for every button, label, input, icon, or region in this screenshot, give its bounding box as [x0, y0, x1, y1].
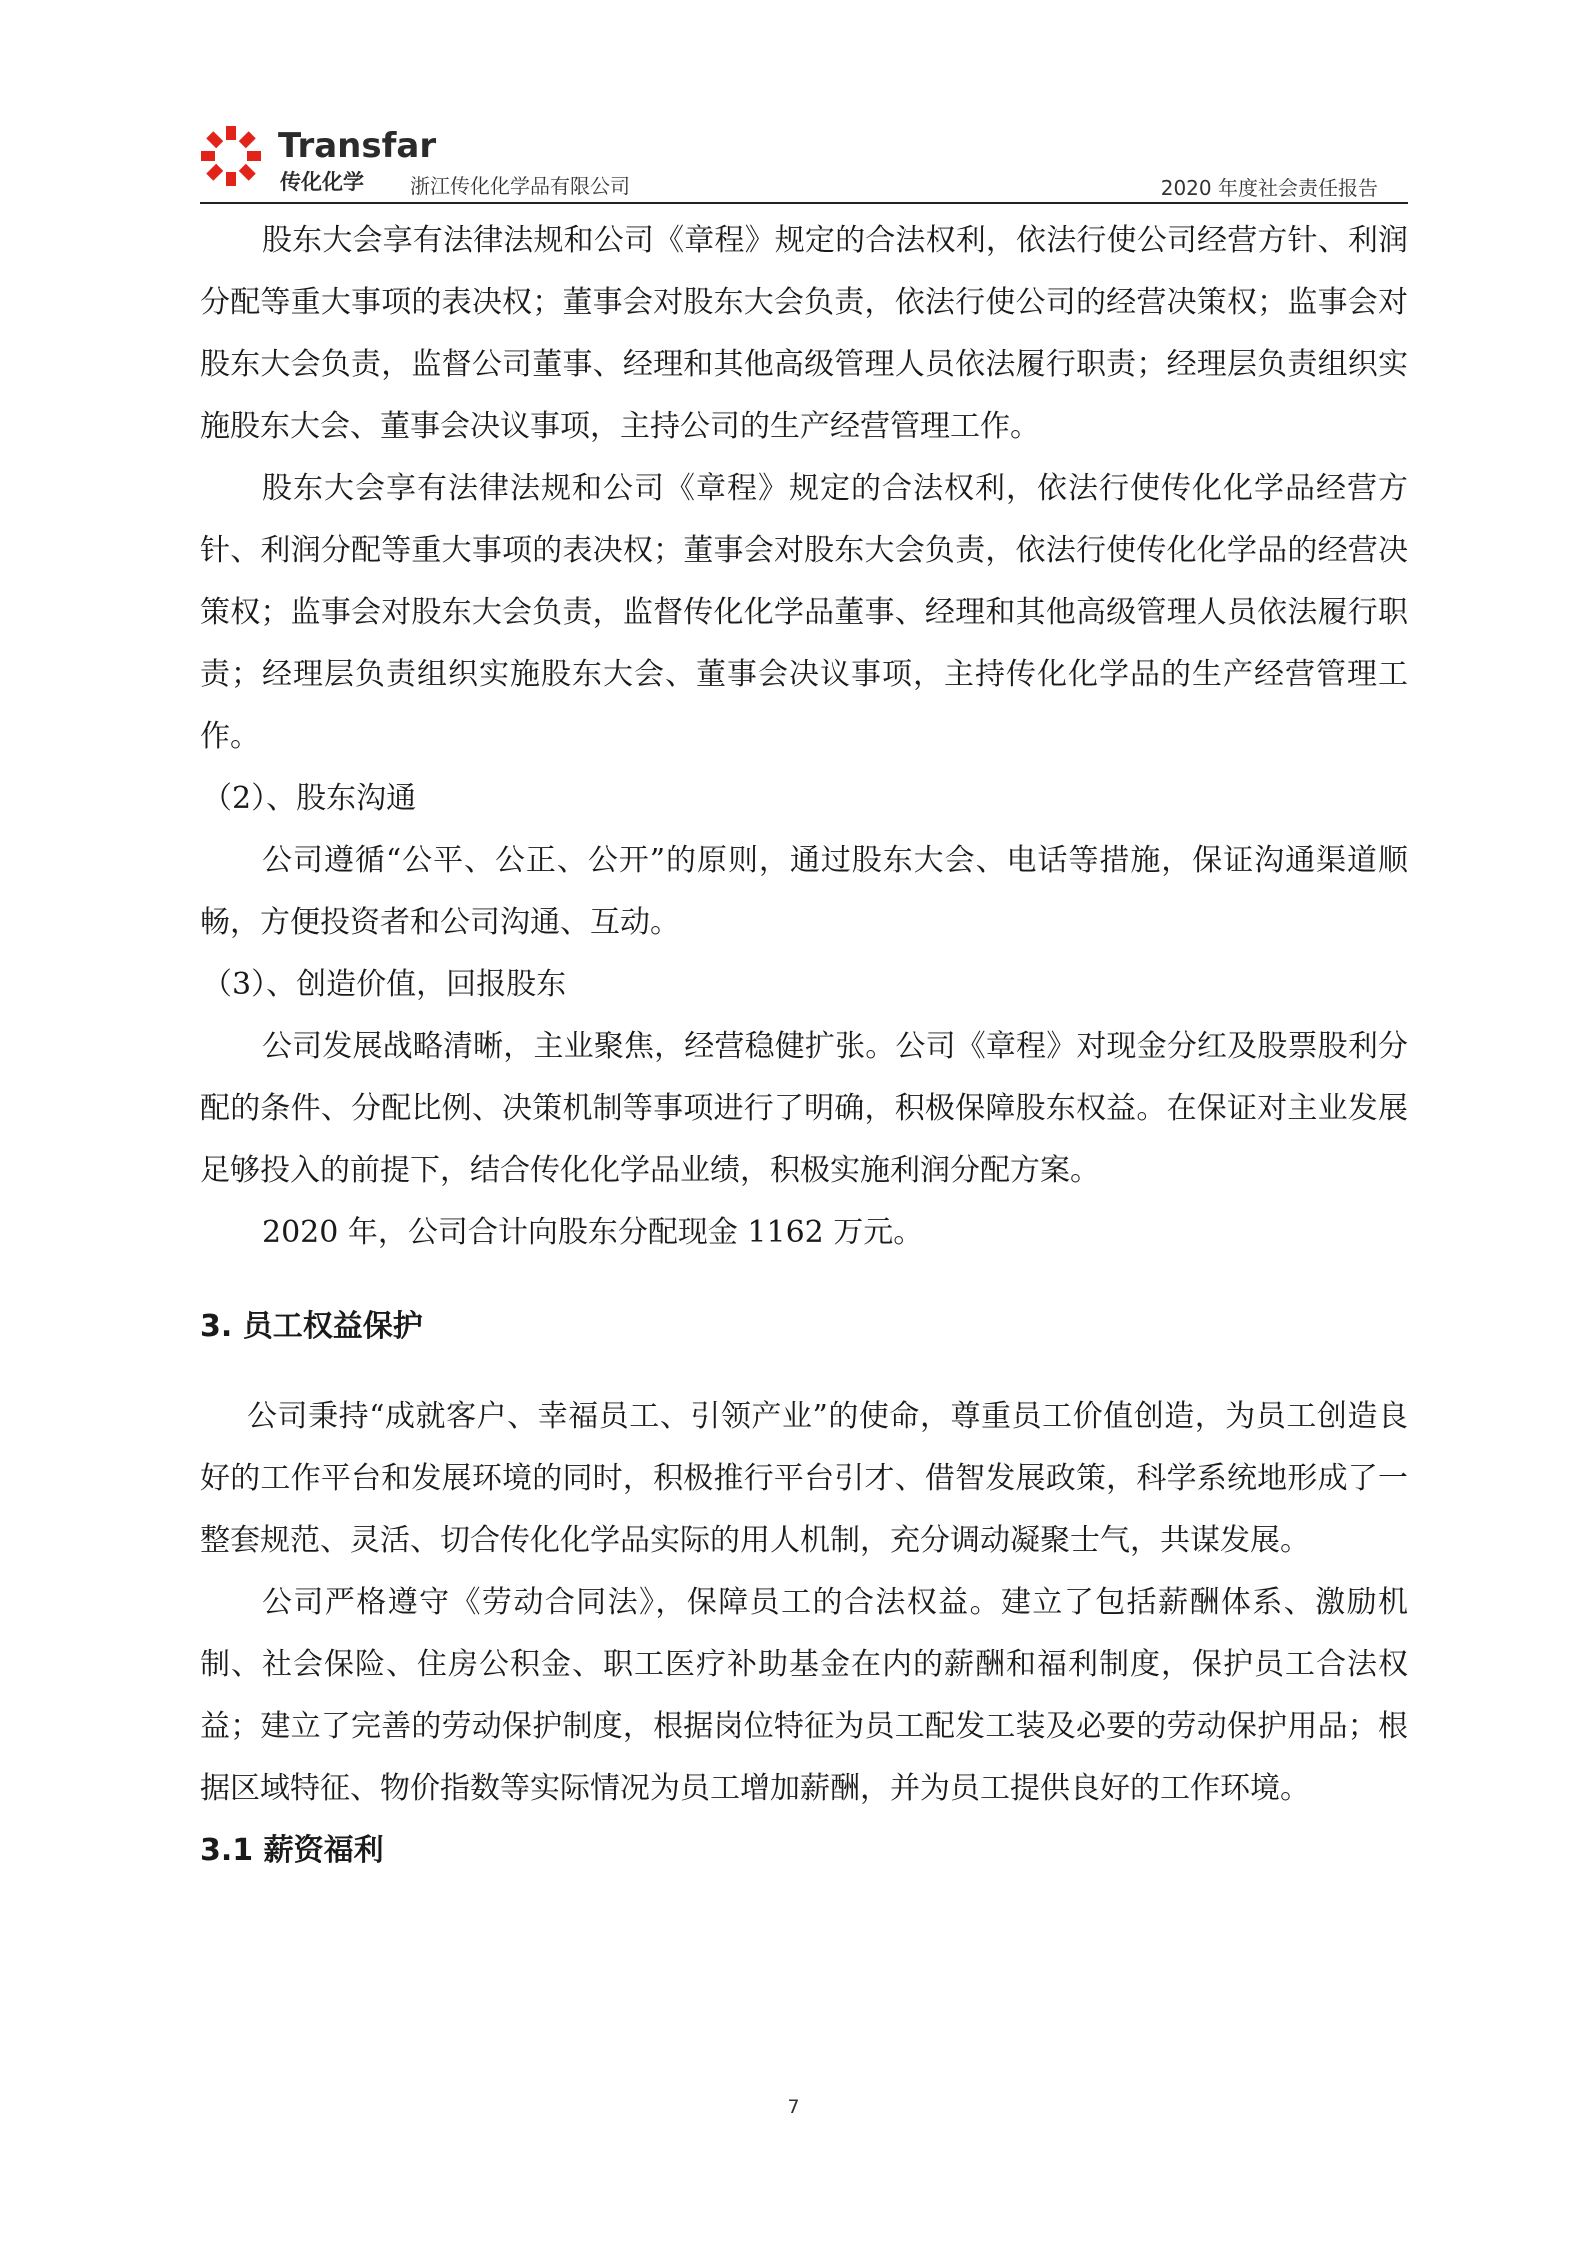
- paragraph-strategy: 公司发展战略清晰，主业聚焦，经营稳健扩张。公司《章程》对现金分红及股票股利分配的条件、分配比例、决策机制等事项进行了明确，积极保障股东权益。在保证对主业发展足够投入的前提下，结合传化化学品业绩，积极实施利润分配方案。: [200, 1029, 1408, 1188]
- paragraph-shareholders-rights-transfar: 股东大会享有法律法规和公司《章程》规定的合法权利，依法行使传化化学品经营方针、利润分配等重大事项的表决权；董事会对股东大会负责，依法行使传化化学品的经营决策权；监事会对股东大会负责，监督传化化学品董事、经理和其他高级管理人员依法履行职责；经理层负责组织实施股东大会、董事会决议事项，主持传化化学品的生产经营管理工作。: [200, 471, 1408, 754]
- page-body: [200, 210, 1408, 1882]
- report-title: 2020 年度社会责任报告: [1160, 176, 1378, 200]
- paragraph-communication: 公司遵循“公平、公正、公开”的原则，通过股东大会、电话等措施，保证沟通渠道顺畅，方便投资者和公司沟通、互动。: [200, 843, 1408, 940]
- paragraph-labor-law: 公司严格遵守《劳动合同法》，保障员工的合法权益。建立了包括薪酬体系、激励机制、社会保险、住房公积金、职工医疗补助基金在内的薪酬和福利制度，保护员工合法权益；建立了完善的劳动保护制度，根据岗位特征为员工配发工装及必要的劳动保护用品；根据区域特征、物价指数等实际情况为员工增加薪酬，并为员工提供良好的工作环境。: [200, 1585, 1408, 1806]
- transfar-logo-icon: [200, 118, 262, 194]
- paragraph-mission: 公司秉持“成就客户、幸福员工、引领产业”的使命，尊重员工价值创造，为员工创造良好的工作平台和发展环境的同时，积极推行平台引才、借智发展政策，科学系统地形成了一整套规范、灵活、切合传化化学品实际的用人机制，充分调动凝聚士气，共谋发展。: [200, 1399, 1408, 1558]
- section-heading-salary-welfare: 3.1 薪资福利: [200, 1833, 384, 1868]
- paragraph-shareholders-rights: 股东大会享有法律法规和公司《章程》规定的合法权利，依法行使公司经营方针、利润分配等重大事项的表决权；董事会对股东大会负责，依法行使公司的经营决策权；监事会对股东大会负责，监督公司董事、经理和其他高级管理人员依法履行职责；经理层负责组织实施股东大会、董事会决议事项，主持公司的生产经营管理工作。: [200, 223, 1408, 444]
- section-heading-employee-rights: 3. 员工权益保护: [200, 1309, 423, 1344]
- page-header: [200, 118, 1408, 204]
- company-name: 浙江传化化学品有限公司: [410, 174, 630, 198]
- subheading-create-value: （3）、创造价值，回报股东: [202, 967, 567, 1002]
- brand-name: Transfar: [278, 126, 437, 166]
- subheading-shareholder-communication: （2）、股东沟通: [202, 781, 417, 816]
- brand-name-cn: 传化化学: [280, 170, 364, 194]
- paragraph-dividend: 2020 年，公司合计向股东分配现金 1162 万元。: [262, 1215, 924, 1250]
- page-number: 7: [787, 2096, 800, 2118]
